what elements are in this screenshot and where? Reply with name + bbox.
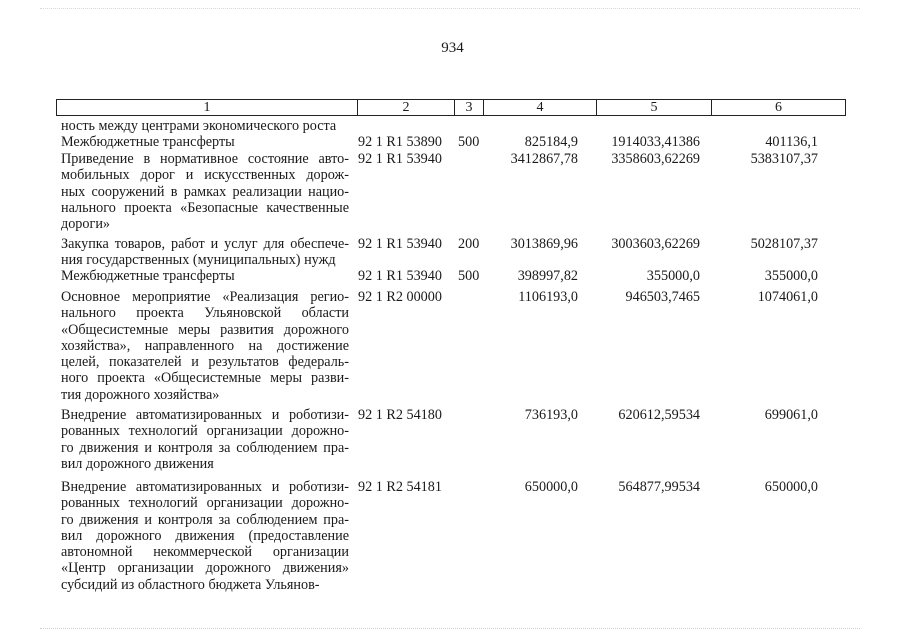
- header-col-4: 4: [484, 100, 597, 115]
- row-value-col6: 1074061,0: [757, 289, 818, 305]
- row-value-col4: 3013869,96: [510, 236, 578, 252]
- scan-edge-top: [40, 8, 860, 9]
- header-col-1: 1: [57, 100, 358, 115]
- row-name-line: нального проекта «Безопасные качественные: [61, 199, 349, 216]
- row-name-line: «Общесистемные меры развития дорожного: [61, 321, 349, 338]
- row-name-line: вил дорожного движения (предоставление: [61, 527, 349, 544]
- table-header-row: [56, 99, 846, 116]
- row-value-col4: 398997,82: [517, 268, 578, 284]
- row-name-line: вил дорожного движения: [61, 455, 214, 472]
- row-value-col4: 1106193,0: [518, 289, 578, 305]
- row-name-line: дороги»: [61, 216, 111, 233]
- row-name-line: го движения и контроля за соблюдением пра-: [61, 439, 349, 456]
- page-number: 934: [441, 40, 464, 56]
- row-name-line: субсидий из областного бюджета Ульянов-: [61, 576, 320, 593]
- row-name-line: хозяйства», направленного на достижение: [61, 337, 349, 354]
- row-name-line: Внедрение автоматизированных и роботизи-: [61, 407, 349, 423]
- row-expense-type: 200: [458, 236, 480, 252]
- row-value-col6: 355000,0: [764, 268, 818, 284]
- row-name-line: Внедрение автоматизированных и роботизи-: [61, 479, 349, 495]
- header-col-5: 5: [597, 100, 712, 115]
- row-target-code: 92 1 R1 53940: [358, 151, 442, 167]
- row-name-line: рованных технологий организации дорожно-: [61, 495, 349, 512]
- row-name-line: рованных технологий организации дорожно-: [61, 423, 349, 440]
- row-name-line: ния государственных (муниципальных) нужд: [61, 252, 336, 269]
- row-name-line: мобильных дорог и искусственных дорож-: [61, 167, 349, 184]
- row-value-col5: 620612,59534: [618, 407, 700, 423]
- row-value-col6: 699061,0: [764, 407, 818, 423]
- row-name-line: Межбюджетные трансферты: [61, 268, 235, 284]
- row-value-col5: 3003603,62269: [611, 236, 700, 252]
- row-value-col4: 3412867,78: [510, 151, 578, 167]
- row-value-col5: 355000,0: [646, 268, 700, 284]
- row-name-cell: [61, 151, 349, 232]
- row-value-col4: 736193,0: [524, 407, 578, 423]
- row-target-code: 92 1 R1 53940: [358, 268, 442, 284]
- row-value-col5: 564877,99534: [618, 479, 700, 495]
- row-target-code: 92 1 R1 53940: [358, 236, 442, 252]
- row-name-line: тия дорожного хозяйства»: [61, 386, 220, 403]
- row-name-cell: [61, 479, 349, 593]
- row-name-line: Основное мероприятие «Реализация регио-: [61, 289, 349, 305]
- row-expense-type: 500: [458, 134, 480, 150]
- row-value-col6: 5383107,37: [750, 151, 818, 167]
- row-name-line: Межбюджетные трансферты: [61, 134, 235, 150]
- row-value-col5: 946503,7465: [625, 289, 700, 305]
- row-name-line: ных сооружений в рамках реализации нацио-: [61, 183, 349, 200]
- row-name-line: Приведение в нормативное состояние авто-: [61, 151, 349, 167]
- row-name-cell: [61, 236, 349, 269]
- row-name-line: ность между центрами экономического роста: [61, 118, 337, 134]
- row-target-code: 92 1 R2 54181: [358, 479, 442, 495]
- row-name-cell: [61, 268, 349, 284]
- row-target-code: 92 1 R2 00000: [358, 289, 442, 305]
- header-col-2: 2: [358, 100, 455, 115]
- row-value-col6: 650000,0: [764, 479, 818, 495]
- row-value-col4: 650000,0: [524, 479, 578, 495]
- row-name-line: Закупка товаров, работ и услуг для обеспече-: [61, 236, 349, 252]
- row-value-col5: 1914033,41386: [611, 134, 700, 150]
- row-name-cell: [61, 289, 349, 403]
- row-target-code: 92 1 R2 54180: [358, 407, 442, 423]
- header-col-6: 6: [775, 100, 782, 115]
- row-name-cell: [61, 134, 349, 150]
- row-name-line: нального проекта Ульяновской области: [61, 305, 349, 322]
- row-name-line: ного проекта «Общесистемные меры разви-: [61, 370, 349, 387]
- scan-edge-bottom: [40, 628, 860, 629]
- row-name-cell: [61, 407, 349, 472]
- header-col-3: 3: [455, 100, 484, 115]
- row-value-col6: 5028107,37: [750, 236, 818, 252]
- row-value-col6: 401136,1: [765, 134, 818, 150]
- row-value-col4: 825184,9: [524, 134, 578, 150]
- row-name-cell: [61, 118, 349, 134]
- row-name-line: «Центр организации дорожного движения»: [61, 560, 349, 577]
- row-name-line: автономной некоммерческой организации: [61, 544, 349, 561]
- row-value-col5: 3358603,62269: [611, 151, 700, 167]
- row-name-line: целей, показателей и результатов федераль-: [61, 354, 349, 371]
- row-expense-type: 500: [458, 268, 480, 284]
- row-target-code: 92 1 R1 53890: [358, 134, 442, 150]
- row-name-line: го движения и контроля за соблюдением пра-: [61, 511, 349, 528]
